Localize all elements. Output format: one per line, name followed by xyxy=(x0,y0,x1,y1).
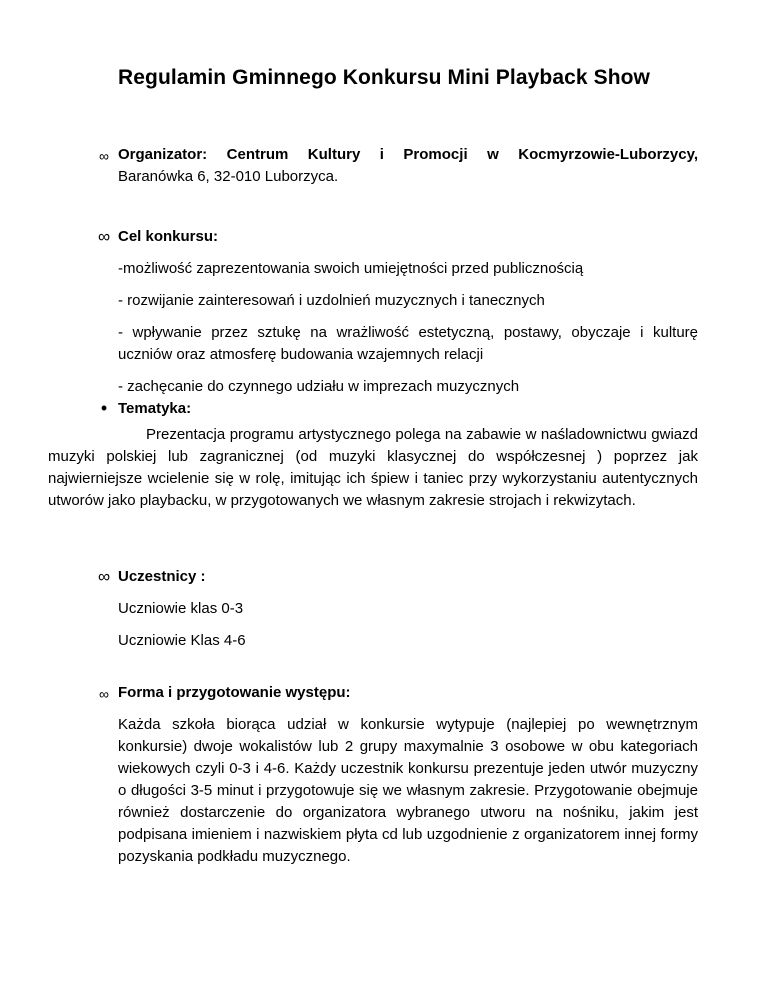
goal-item: - wpływanie przez sztukę na wrażliwość estetyczną, postawy, obyczaje i kulturę uczniów oraz atmosferę budowania wzajemnych relacji xyxy=(118,324,698,363)
goal-item: -możliwość zaprezentowania swoich umiejętności przed publicznością xyxy=(118,260,584,277)
theme-heading: Tematyka: xyxy=(118,400,192,417)
participants-heading: Uczestnicy : xyxy=(118,568,206,585)
goal-item: - rozwijanie zainteresowań i uzdolnień muzycznych i tanecznych xyxy=(118,292,545,309)
dot-bullet-icon: • xyxy=(100,398,108,418)
participant-item: Uczniowie Klas 4-6 xyxy=(118,632,246,649)
form-text: Każda szkoła biorąca udział w konkursie wytypuje (najlepiej po wewnętrznym konkursie) dwoje wokalistów lub 2 grupy maxymalnie 3 osobowe w obu kategoriach wiekowych czyli 0-3 i 4-6. Każdy uczestnik konkursu prezentuje jeden utwór muzyczny o długości 3-5 minut i przygotowuje się we własnym zakresie. Przygotowanie obejmuje również dostarczenie do organizatora wybranego utworu na nośniku, jakim jest podpisana imieniem i nazwiskiem płyta cd lub uzgodnienie z organizatorem innej formy pozyskania podkładu muzycznego. xyxy=(118,716,698,865)
organizer-address: Baranówka 6, 32-010 Luborzyca. xyxy=(118,168,339,185)
goal-heading: Cel konkursu: xyxy=(118,228,219,245)
page-title: Regulamin Gminnego Konkursu Mini Playback Show xyxy=(117,66,650,89)
infinity-bullet-icon: ∞ xyxy=(97,227,111,246)
infinity-bullet-icon: ∞ xyxy=(99,686,109,702)
theme-text: Prezentacja programu artystycznego polega na zabawie w naśladownictwu gwiazd muzyki polskiej lub zagranicznej (od muzyki klasycznej do współczesnej ) poprzez jak najwierniejsze wcielenie się w rolę, imitując ich śpiew i taniec przy wykorzystaniu autentycznych utworów jako playbacku, w przygotowanych we własnym zakresie strojach i rekwizytach. xyxy=(48,426,698,509)
infinity-bullet-icon: ∞ xyxy=(97,567,111,586)
participant-item: Uczniowie klas 0-3 xyxy=(118,600,244,617)
organizer-label: Organizator: Centrum Kultury i Promocji w Kocmyrzowie-Luborzycy, xyxy=(118,146,698,163)
form-heading: Forma i przygotowanie występu: xyxy=(118,684,351,701)
goal-item: - zachęcanie do czynnego udziału w imprezach muzycznych xyxy=(118,378,520,395)
infinity-bullet-icon: ∞ xyxy=(99,148,109,164)
